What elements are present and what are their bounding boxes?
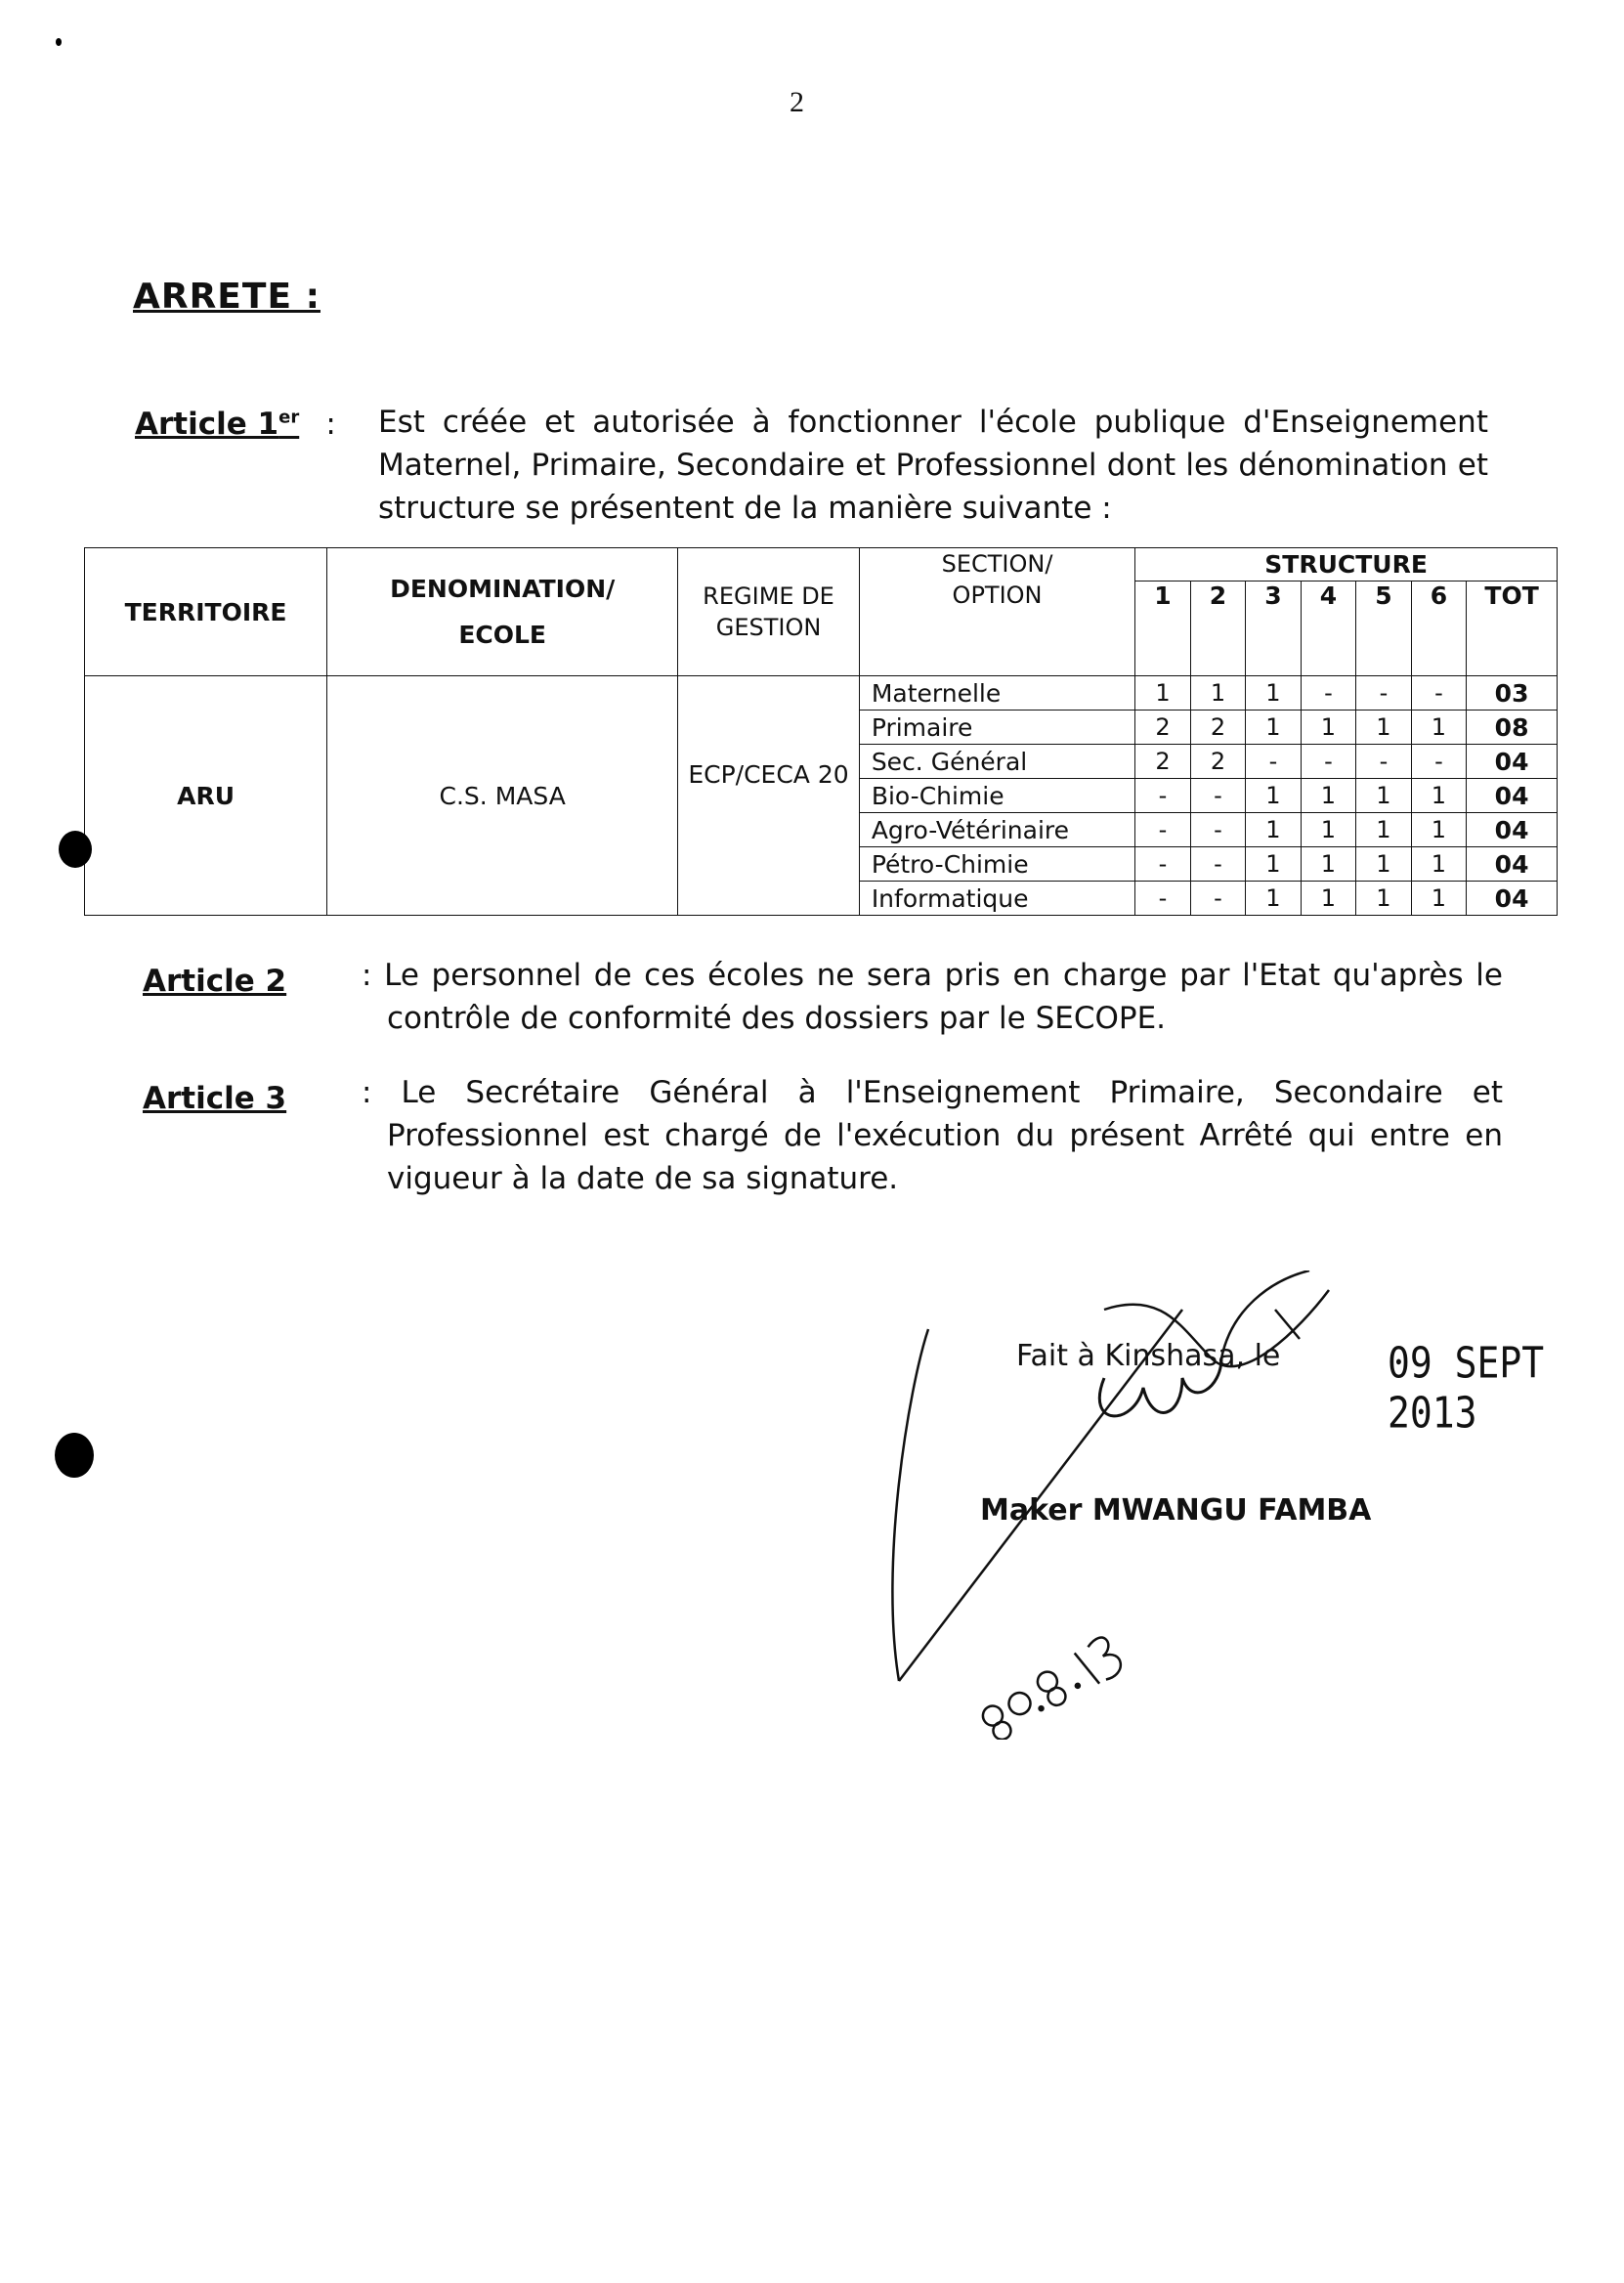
article-2-label: Article 2 [143,964,287,999]
article-3-line-2: Professionnel est chargé de l'exécution du présent Arrêté qui entre en [387,1118,1503,1153]
cell-section: Informatique [859,882,1134,916]
handwritten-date [958,1603,1133,1740]
cell-value: - [1135,882,1190,916]
cell-value: - [1301,745,1355,779]
cell-value: 1 [1356,711,1411,745]
article-2-line-1: : Le personnel de ces écoles ne sera pris en charge par l'Etat qu'après le [362,958,1503,993]
cell-value: 1 [1135,676,1190,711]
cell-value: 1 [1411,779,1466,813]
cell-ecole: C.S. MASA [327,676,678,916]
punch-hole [55,1433,94,1478]
cell-value: 1 [1246,779,1301,813]
article-2-line-2: contrôle de conformité des dossiers par le SECOPE. [387,1001,1167,1036]
cell-value: - [1301,676,1355,711]
cell-value: - [1190,847,1245,882]
cell-value: - [1356,676,1411,711]
cell-total: 04 [1467,779,1558,813]
header-section-line-1: SECTION/ [941,550,1053,578]
header-denomination [327,548,678,676]
cell-value: 2 [1190,745,1245,779]
cell-value: 1 [1356,779,1411,813]
page-number: 2 [790,86,804,118]
scan-speck [56,38,62,46]
cell-value: - [1411,745,1466,779]
header-structure: STRUCTURE [1135,548,1558,582]
cell-value: - [1246,745,1301,779]
cell-value: 1 [1301,813,1355,847]
punch-hole [59,831,92,868]
place-and-date-label: Fait à Kinshasa, le [1016,1339,1281,1373]
cell-section: Pétro-Chimie [859,847,1134,882]
article-1-line-1: Est créée et autorisée à fonctionner l'école publique d'Enseignement [378,405,1488,440]
cell-value: 1 [1411,711,1466,745]
cell-value: 1 [1246,882,1301,916]
cell-section: Sec. Général [859,745,1134,779]
cell-value: 1 [1356,882,1411,916]
cell-value: 2 [1135,711,1190,745]
cell-value: 1 [1356,813,1411,847]
signer-name: Maker MWANGU FAMBA [980,1493,1372,1528]
arrete-heading: ARRETE : [133,277,321,317]
cell-total: 04 [1467,813,1558,847]
cell-value: - [1411,676,1466,711]
article-3-text [362,1071,1503,1200]
cell-regime: ECP/CECA 20 [678,676,860,916]
cell-total: 08 [1467,711,1558,745]
header-col-4: 4 [1301,582,1355,676]
cell-value: 1 [1301,711,1355,745]
header-denomination-line-2: ECOLE [458,621,547,649]
header-section-line-2: OPTION [952,582,1043,609]
cell-total: 04 [1467,882,1558,916]
header-col-6: 6 [1411,582,1466,676]
cell-value: - [1356,745,1411,779]
article-1-label: Article 1er [135,407,300,442]
cell-total: 04 [1467,847,1558,882]
cell-value: - [1190,813,1245,847]
cell-section: Maternelle [859,676,1134,711]
cell-value: - [1190,779,1245,813]
cell-section: Primaire [859,711,1134,745]
header-regime [678,548,860,676]
article-1-colon: : [325,407,336,442]
article-3-line-3: vigueur à la date de sa signature. [387,1161,899,1196]
cell-value: 2 [1190,711,1245,745]
cell-value: 1 [1246,813,1301,847]
article-1-label-wrap [135,407,336,442]
article-1-line-2: Maternel, Primaire, Secondaire et Professionnel dont les dénomination et [378,448,1488,483]
cell-value: 1 [1190,676,1245,711]
article-2-text [362,954,1503,1040]
cell-value: 1 [1301,882,1355,916]
structure-table [84,547,1558,916]
cell-value: 1 [1301,779,1355,813]
header-col-5: 5 [1356,582,1411,676]
header-regime-line-2: GESTION [715,614,822,641]
cell-total: 04 [1467,745,1558,779]
article-3-label: Article 3 [143,1081,287,1116]
header-regime-line-1: REGIME DE [703,582,834,610]
cell-section: Bio-Chimie [859,779,1134,813]
header-col-2: 2 [1190,582,1245,676]
cell-value: 1 [1301,847,1355,882]
cell-value: 1 [1411,847,1466,882]
cell-value: 1 [1356,847,1411,882]
article-1-text [378,401,1488,530]
header-territoire: TERRITOIRE [85,548,327,676]
header-denomination-line-1: DENOMINATION/ [390,575,616,603]
cell-total: 03 [1467,676,1558,711]
cell-value: 1 [1246,711,1301,745]
cell-section: Agro-Vétérinaire [859,813,1134,847]
cell-value: - [1135,813,1190,847]
cell-value: - [1135,847,1190,882]
header-col-3: 3 [1246,582,1301,676]
cell-value: 1 [1246,847,1301,882]
cell-value: 2 [1135,745,1190,779]
article-1-line-3: structure se présentent de la manière suivante : [378,491,1112,526]
cell-value: - [1190,882,1245,916]
cell-territoire: ARU [85,676,327,916]
article-3-line-1: : Le Secrétaire Général à l'Enseignement Primaire, Secondaire et [362,1075,1503,1110]
header-col-tot: TOT [1467,582,1558,676]
cell-value: 1 [1411,882,1466,916]
cell-value: - [1135,779,1190,813]
cell-value: 1 [1246,676,1301,711]
cell-value: 1 [1411,813,1466,847]
header-col-1: 1 [1135,582,1190,676]
header-section [859,548,1134,676]
date-stamp: 09 SEPT 2013 [1388,1338,1545,1438]
